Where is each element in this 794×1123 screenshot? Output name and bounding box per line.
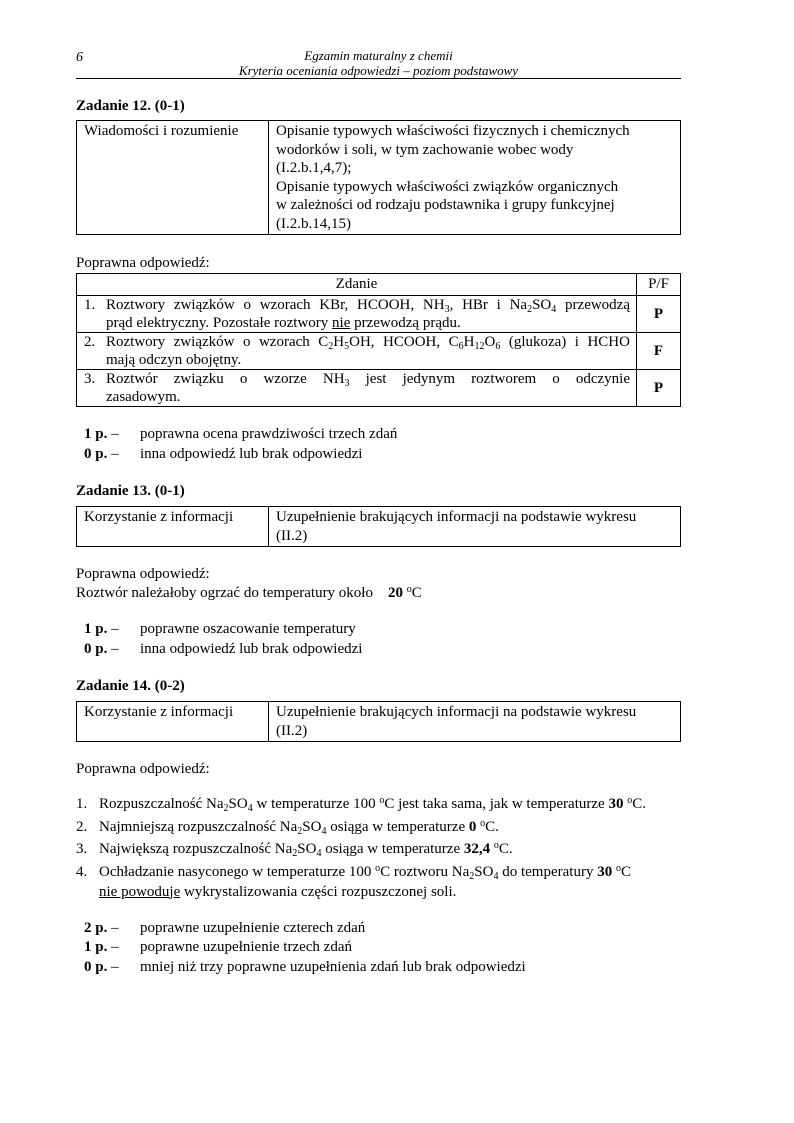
subscript: 6 — [458, 341, 464, 352]
subscript: 4 — [247, 803, 253, 814]
answer-value: 32,4 — [463, 841, 491, 857]
underlined-text: nie powoduje — [99, 883, 181, 900]
text: Roztwory związków o wzorach KBr, HCOOH, NH — [106, 297, 445, 313]
dash: – — [107, 958, 119, 975]
text: Roztwory związków o wzorach C — [106, 334, 329, 350]
scoring-text: poprawna ocena prawdziwości trzech zdań — [140, 426, 398, 442]
task12-answer-label: Poprawna odpowiedź: — [76, 255, 210, 271]
item-text — [99, 816, 681, 839]
scoring-text: mniej niż trzy poprawne uzupełnienia zdań lub brak odpowiedzi — [140, 958, 526, 975]
degree-sign: o — [493, 840, 499, 851]
text: Najmniejszą rozpuszczalność Na — [99, 818, 298, 835]
scoring-text: poprawne uzupełnienie trzech zdań — [140, 939, 352, 955]
table-row — [77, 333, 681, 370]
points: 0 p. — [84, 640, 108, 657]
item-number: 2. — [76, 818, 88, 835]
text: C. — [632, 796, 646, 812]
item-number: 1. — [76, 796, 88, 812]
points: 0 p. — [84, 445, 108, 462]
dash: – — [107, 939, 119, 955]
text: C. — [485, 818, 499, 835]
statement-cell — [77, 370, 637, 407]
subscript: 5 — [344, 341, 350, 352]
task13-req-category: Korzystanie z informacji — [77, 507, 269, 547]
text: SO — [474, 863, 494, 880]
text: O — [484, 334, 496, 350]
statement-number: 3. — [84, 371, 96, 387]
scoring-row — [84, 919, 681, 939]
degree-sign: o — [375, 862, 381, 874]
col-pf-header: P/F — [637, 274, 681, 296]
text: C — [620, 863, 631, 880]
statement-number: 2. — [84, 334, 96, 350]
scoring-points — [84, 620, 140, 640]
text: przewodzą prądu. — [350, 315, 461, 331]
statement-line: zasadowym. — [106, 389, 181, 405]
points: 2 p. — [84, 919, 108, 936]
header-title — [76, 46, 681, 78]
dash: – — [107, 919, 119, 936]
scoring-points — [84, 958, 140, 978]
text: Roztwór związku o wzorze NH — [106, 371, 345, 387]
scoring-row — [84, 938, 681, 958]
header-title-line2: Kryteria oceniania odpowiedzi – poziom podstawowy — [238, 63, 519, 78]
answer-text: Roztwór należałoby ogrzać do temperatury około — [76, 585, 373, 601]
task12-title: Zadanie 12. (0-1) — [76, 98, 185, 114]
statement — [84, 333, 630, 369]
subscript: 2 — [292, 848, 298, 859]
statement-cell — [77, 333, 637, 370]
scoring-text: inna odpowiedź lub brak odpowiedzi — [140, 445, 363, 462]
subscript: 4 — [316, 848, 322, 859]
degree-sign: o — [406, 584, 412, 595]
text: C roztworu Na — [380, 863, 470, 880]
scoring-points — [84, 640, 140, 660]
subscript: 2 — [328, 341, 334, 352]
req-line: (I.2.b.1,4,7); — [276, 160, 352, 176]
req-line: (I.2.b.14,15) — [276, 215, 351, 232]
subscript: 3 — [444, 304, 450, 315]
task14-req-description — [269, 702, 681, 742]
statement — [84, 370, 630, 406]
text: (glukoza) i HCHO — [500, 334, 630, 350]
text: Rozpuszczalność Na — [99, 796, 224, 812]
task14-scoring — [84, 919, 681, 978]
text: jest jedynym roztworem o odczynie — [349, 371, 630, 387]
scoring-row — [84, 425, 681, 445]
dash: – — [107, 621, 119, 637]
subscript: 6 — [495, 341, 501, 352]
text: SO — [302, 818, 322, 835]
text: C jest taka sama, jak w temperaturze — [384, 796, 609, 812]
subscript: 2 — [223, 803, 229, 814]
item-text — [99, 793, 681, 816]
subscript: 12 — [474, 341, 485, 352]
underlined-text: nie — [332, 315, 351, 331]
scoring-row — [84, 620, 681, 640]
dash: – — [107, 640, 119, 657]
text: SO — [532, 297, 552, 313]
text: wykrystalizowania części rozpuszczonej soli. — [180, 883, 457, 900]
answer-value: 30 — [608, 796, 624, 812]
page-header — [76, 46, 681, 79]
answer-value: 20 — [387, 585, 403, 601]
task13-requirements-table — [76, 506, 681, 547]
unit: C — [411, 585, 422, 601]
list-item — [76, 861, 681, 902]
table-header-row — [77, 274, 681, 296]
exam-page — [76, 46, 681, 977]
text: w temperaturze 100 — [252, 796, 380, 812]
scoring-points — [84, 919, 140, 939]
req-line: w zależności od rodzaju podstawnika i grupy funkcyjnej — [276, 197, 615, 213]
text: prąd elektryczny. Pozostałe roztwory — [106, 315, 333, 331]
scoring-points — [84, 445, 140, 465]
item-text — [99, 838, 681, 861]
table-row — [77, 296, 681, 333]
scoring-points — [84, 425, 140, 445]
req-line: (II.2) — [276, 722, 308, 739]
dash: – — [107, 445, 119, 462]
pf-answer: P — [637, 370, 681, 407]
points: 1 p. — [84, 939, 108, 955]
scoring-text: poprawne oszacowanie temperatury — [140, 621, 356, 637]
text: SO — [228, 796, 248, 812]
text: C. — [498, 841, 513, 857]
scoring-row — [84, 445, 681, 465]
scoring-text: inna odpowiedź lub brak odpowiedzi — [140, 640, 363, 657]
subscript: 3 — [344, 378, 350, 389]
degree-sign: o — [480, 817, 486, 829]
text: osiąga w temperaturze — [321, 841, 464, 857]
task12-req-description — [269, 121, 681, 235]
task13-answer-label: Poprawna odpowiedź: — [76, 566, 210, 582]
req-line: Opisanie typowych właściwości fizycznych i chemicznych — [276, 123, 630, 139]
statement-line — [106, 296, 630, 314]
text: OH, HCOOH, C — [349, 334, 459, 350]
statement-number: 1. — [84, 297, 96, 313]
task13-answer — [76, 584, 681, 603]
task14-title: Zadanie 14. (0-2) — [76, 678, 185, 694]
item-number: 3. — [76, 841, 88, 857]
statement — [84, 296, 630, 332]
task13-scoring — [84, 620, 681, 659]
statement-line: mają odczyn obojętny. — [106, 352, 242, 368]
dash: – — [107, 426, 119, 442]
answer-value: 30 — [597, 863, 613, 880]
pf-answer: F — [637, 333, 681, 370]
subscript: 4 — [551, 304, 557, 315]
answer-value: 0 — [468, 818, 477, 835]
task12-scoring — [84, 425, 681, 464]
task13-title: Zadanie 13. (0-1) — [76, 483, 185, 499]
text: , HBr i Na — [449, 297, 528, 313]
scoring-points — [84, 938, 140, 958]
list-item — [76, 816, 681, 839]
task14-requirements-table — [76, 701, 681, 742]
req-line: Opisanie typowych właściwości związków organicznych — [276, 178, 619, 195]
item-line — [99, 862, 681, 882]
subscript: 4 — [321, 825, 327, 837]
task12-requirements-table — [76, 120, 681, 235]
degree-sign: o — [627, 795, 633, 806]
text: H — [463, 334, 475, 350]
points: 0 p. — [84, 958, 108, 975]
degree-sign: o — [615, 862, 621, 874]
item-line — [99, 882, 681, 902]
statement-text — [106, 296, 630, 332]
subscript: 2 — [297, 825, 303, 837]
list-item — [76, 793, 681, 816]
text: przewodzą — [556, 297, 630, 313]
subscript: 2 — [469, 870, 475, 882]
points: 1 p. — [84, 426, 108, 442]
task12-answer-table — [76, 273, 681, 407]
text: Największą rozpuszczalność Na — [99, 841, 293, 857]
degree-sign: o — [379, 795, 385, 806]
header-title-line1: Egzamin maturalny z chemii — [304, 48, 453, 63]
page-number: 6 — [76, 50, 83, 65]
subscript: 2 — [527, 304, 533, 315]
task14-req-category: Korzystanie z informacji — [77, 702, 269, 742]
scoring-text: poprawne uzupełnienie czterech zdań — [140, 919, 366, 936]
list-item — [76, 838, 681, 861]
text: H — [333, 334, 345, 350]
req-line: (II.2) — [276, 527, 308, 544]
task14-answer-label: Poprawna odpowiedź: — [76, 761, 210, 777]
req-line: Uzupełnienie brakujących informacji na podstawie wykresu — [276, 509, 637, 525]
pf-answer: P — [637, 296, 681, 333]
item-number: 4. — [76, 863, 88, 880]
subscript: 4 — [493, 870, 499, 882]
scoring-row — [84, 958, 681, 978]
statement-cell — [77, 296, 637, 333]
text: do temperatury — [498, 863, 598, 880]
table-row — [77, 370, 681, 407]
scoring-row — [84, 640, 681, 660]
statement-text — [106, 333, 630, 369]
statement-line — [106, 370, 630, 388]
statement-text — [106, 370, 630, 406]
req-line: Uzupełnienie brakujących informacji na podstawie wykresu — [276, 704, 637, 720]
col-statement-header: Zdanie — [77, 274, 637, 296]
text: Ochładzanie nasyconego w temperaturze 100 — [99, 863, 376, 880]
task12-req-category: Wiadomości i rozumienie — [77, 121, 269, 235]
item-text — [99, 861, 681, 902]
task13-req-description — [269, 507, 681, 547]
text: SO — [297, 841, 317, 857]
statement-line — [106, 333, 630, 351]
req-line: wodorków i soli, w tym zachowanie wobec wody — [276, 141, 574, 158]
points: 1 p. — [84, 621, 108, 637]
task14-answer-list — [76, 793, 681, 902]
statement-line — [106, 314, 630, 332]
text: osiąga w temperaturze — [326, 818, 469, 835]
